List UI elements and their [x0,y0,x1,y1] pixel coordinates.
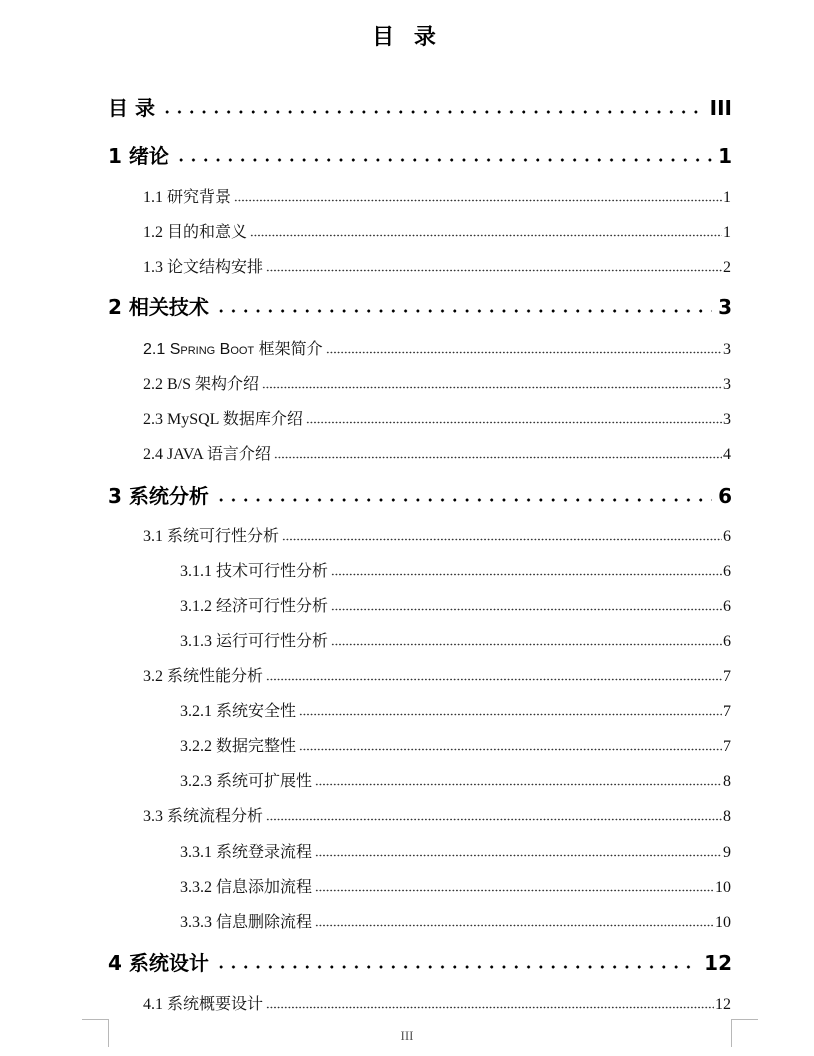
toc-entry-page: 10 [715,914,731,931]
toc-entry-page: 12 [704,951,732,975]
toc-entry-label: 3.1.1 技术可行性分析 [180,563,329,580]
dot-leader [315,854,722,857]
dot-leader [215,965,698,969]
toc-entry-3-1-1[interactable] [180,558,731,580]
toc-entry-page: 6 [723,528,731,545]
toc-entry-label: 3.1.3 运行可行性分析 [180,633,329,650]
toc-entry-label: 目 录 [108,96,155,120]
toc-entry-page: 9 [723,844,731,861]
toc-entry-page: 3 [718,295,732,319]
toc-entry-page: III [709,96,732,120]
toc-entry-label: 1 绪论 [108,144,169,168]
toc-entry-page: 1 [723,224,731,241]
toc-entry-label: 1.3 论文结构安排 [143,259,264,276]
toc-entry-2-1[interactable] [143,336,731,358]
toc-entry-label: 2.1 Spring Boot 框架简介 [143,341,323,358]
toc-entry-page: 4 [723,446,731,463]
dot-leader [161,110,704,114]
dot-leader [215,309,712,313]
toc-entry-label: 3.3.1 系统登录流程 [180,844,313,861]
toc-entry-4-1[interactable] [143,991,731,1013]
dot-leader [215,498,712,502]
toc-entry-page: 12 [715,996,731,1013]
page-title: 目 录 [372,25,442,50]
toc-entry-page: 7 [723,703,731,720]
dot-leader [306,421,722,424]
toc-entry-chapter-4[interactable] [108,947,732,975]
toc-entry-3-2[interactable] [143,663,731,685]
toc-entry-page: 6 [723,633,731,650]
toc-entry-page: 3 [723,376,731,393]
dot-leader [282,538,722,541]
toc-entry-1-1[interactable] [143,184,731,206]
dot-leader [331,643,722,646]
toc-entry-chapter-3[interactable] [108,480,732,508]
dot-leader [266,1006,714,1009]
toc-entry-chapter-2[interactable] [108,291,732,319]
dot-leader [315,924,714,927]
toc-entry-label: 3.3 系统流程分析 [143,808,264,825]
toc-entry-label: 4 系统设计 [108,951,209,975]
toc-entry-2-3[interactable] [143,406,731,428]
dot-leader [250,234,722,237]
dot-leader [175,158,712,162]
toc-entry-label: 1.2 目的和意义 [143,224,248,241]
toc-entry-label: 3.3.2 信息添加流程 [180,879,313,896]
dot-leader [234,199,722,202]
dot-leader [262,386,722,389]
dot-leader [299,713,722,716]
toc-entry-3-1[interactable] [143,523,731,545]
toc-entry-1-3[interactable] [143,254,731,276]
toc-entry-3-1-2[interactable] [180,593,731,615]
toc-entry-3-3-2[interactable] [180,874,731,896]
toc-entry-label: 3.1 系统可行性分析 [143,528,280,545]
toc-entry-3-3-3[interactable] [180,909,731,931]
dot-leader [331,573,722,576]
toc-entry-page: 1 [718,144,732,168]
footer-page-number: III [400,1028,414,1043]
toc-entry-3-3[interactable] [143,803,731,825]
toc-entry-page: 3 [723,341,731,358]
dot-leader [315,889,714,892]
toc-entry-label: 2 相关技术 [108,295,209,319]
toc-entry-page: 6 [723,563,731,580]
dot-leader [274,456,722,459]
toc-entry-label: 3.2 系统性能分析 [143,668,264,685]
toc-entry-page: 1 [723,189,731,206]
toc-entry-label: 3.3.3 信息删除流程 [180,914,313,931]
toc-entry-label: 2.4 JAVA 语言介绍 [143,446,271,463]
toc-entry-1-2[interactable] [143,219,731,241]
toc-entry-label: 3.2.1 系统安全性 [180,703,297,720]
dot-leader [266,818,722,821]
dot-leader [331,608,722,611]
toc-entry-page: 6 [723,598,731,615]
toc-entry-contents[interactable] [108,92,732,120]
dot-leader [299,748,722,751]
toc-entry-page: 2 [723,259,731,276]
toc-entry-3-2-1[interactable] [180,698,731,720]
toc-entry-label: 3.2.3 系统可扩展性 [180,773,313,790]
toc-entry-page: 7 [723,668,731,685]
toc-entry-chapter-1[interactable] [108,140,732,168]
toc-entry-3-3-1[interactable] [180,839,731,861]
toc-entry-page: 3 [723,411,731,428]
toc-entry-page: 7 [723,738,731,755]
toc-entry-3-2-2[interactable] [180,733,731,755]
dot-leader [266,269,722,272]
toc-entry-2-2[interactable] [143,371,731,393]
toc-entry-page: 6 [718,484,732,508]
toc-entry-2-4[interactable] [143,441,731,463]
toc-entry-label: 4.1 系统概要设计 [143,996,264,1013]
toc-entry-label: 2.2 B/S 架构介绍 [143,376,260,393]
dot-leader [266,678,722,681]
toc-entry-3-2-3[interactable] [180,768,731,790]
toc-entry-page: 8 [723,808,731,825]
toc-entry-page: 10 [715,879,731,896]
toc-entry-3-1-3[interactable] [180,628,731,650]
toc-entry-page: 8 [723,773,731,790]
dot-leader [315,783,722,786]
dot-leader [326,351,722,354]
toc-entry-label: 3.1.2 经济可行性分析 [180,598,329,615]
toc-entry-label: 3.2.2 数据完整性 [180,738,297,755]
toc-entry-label: 1.1 研究背景 [143,189,232,206]
toc-entry-label: 2.3 MySQL 数据库介绍 [143,411,303,428]
toc-entry-label: 3 系统分析 [108,484,209,508]
